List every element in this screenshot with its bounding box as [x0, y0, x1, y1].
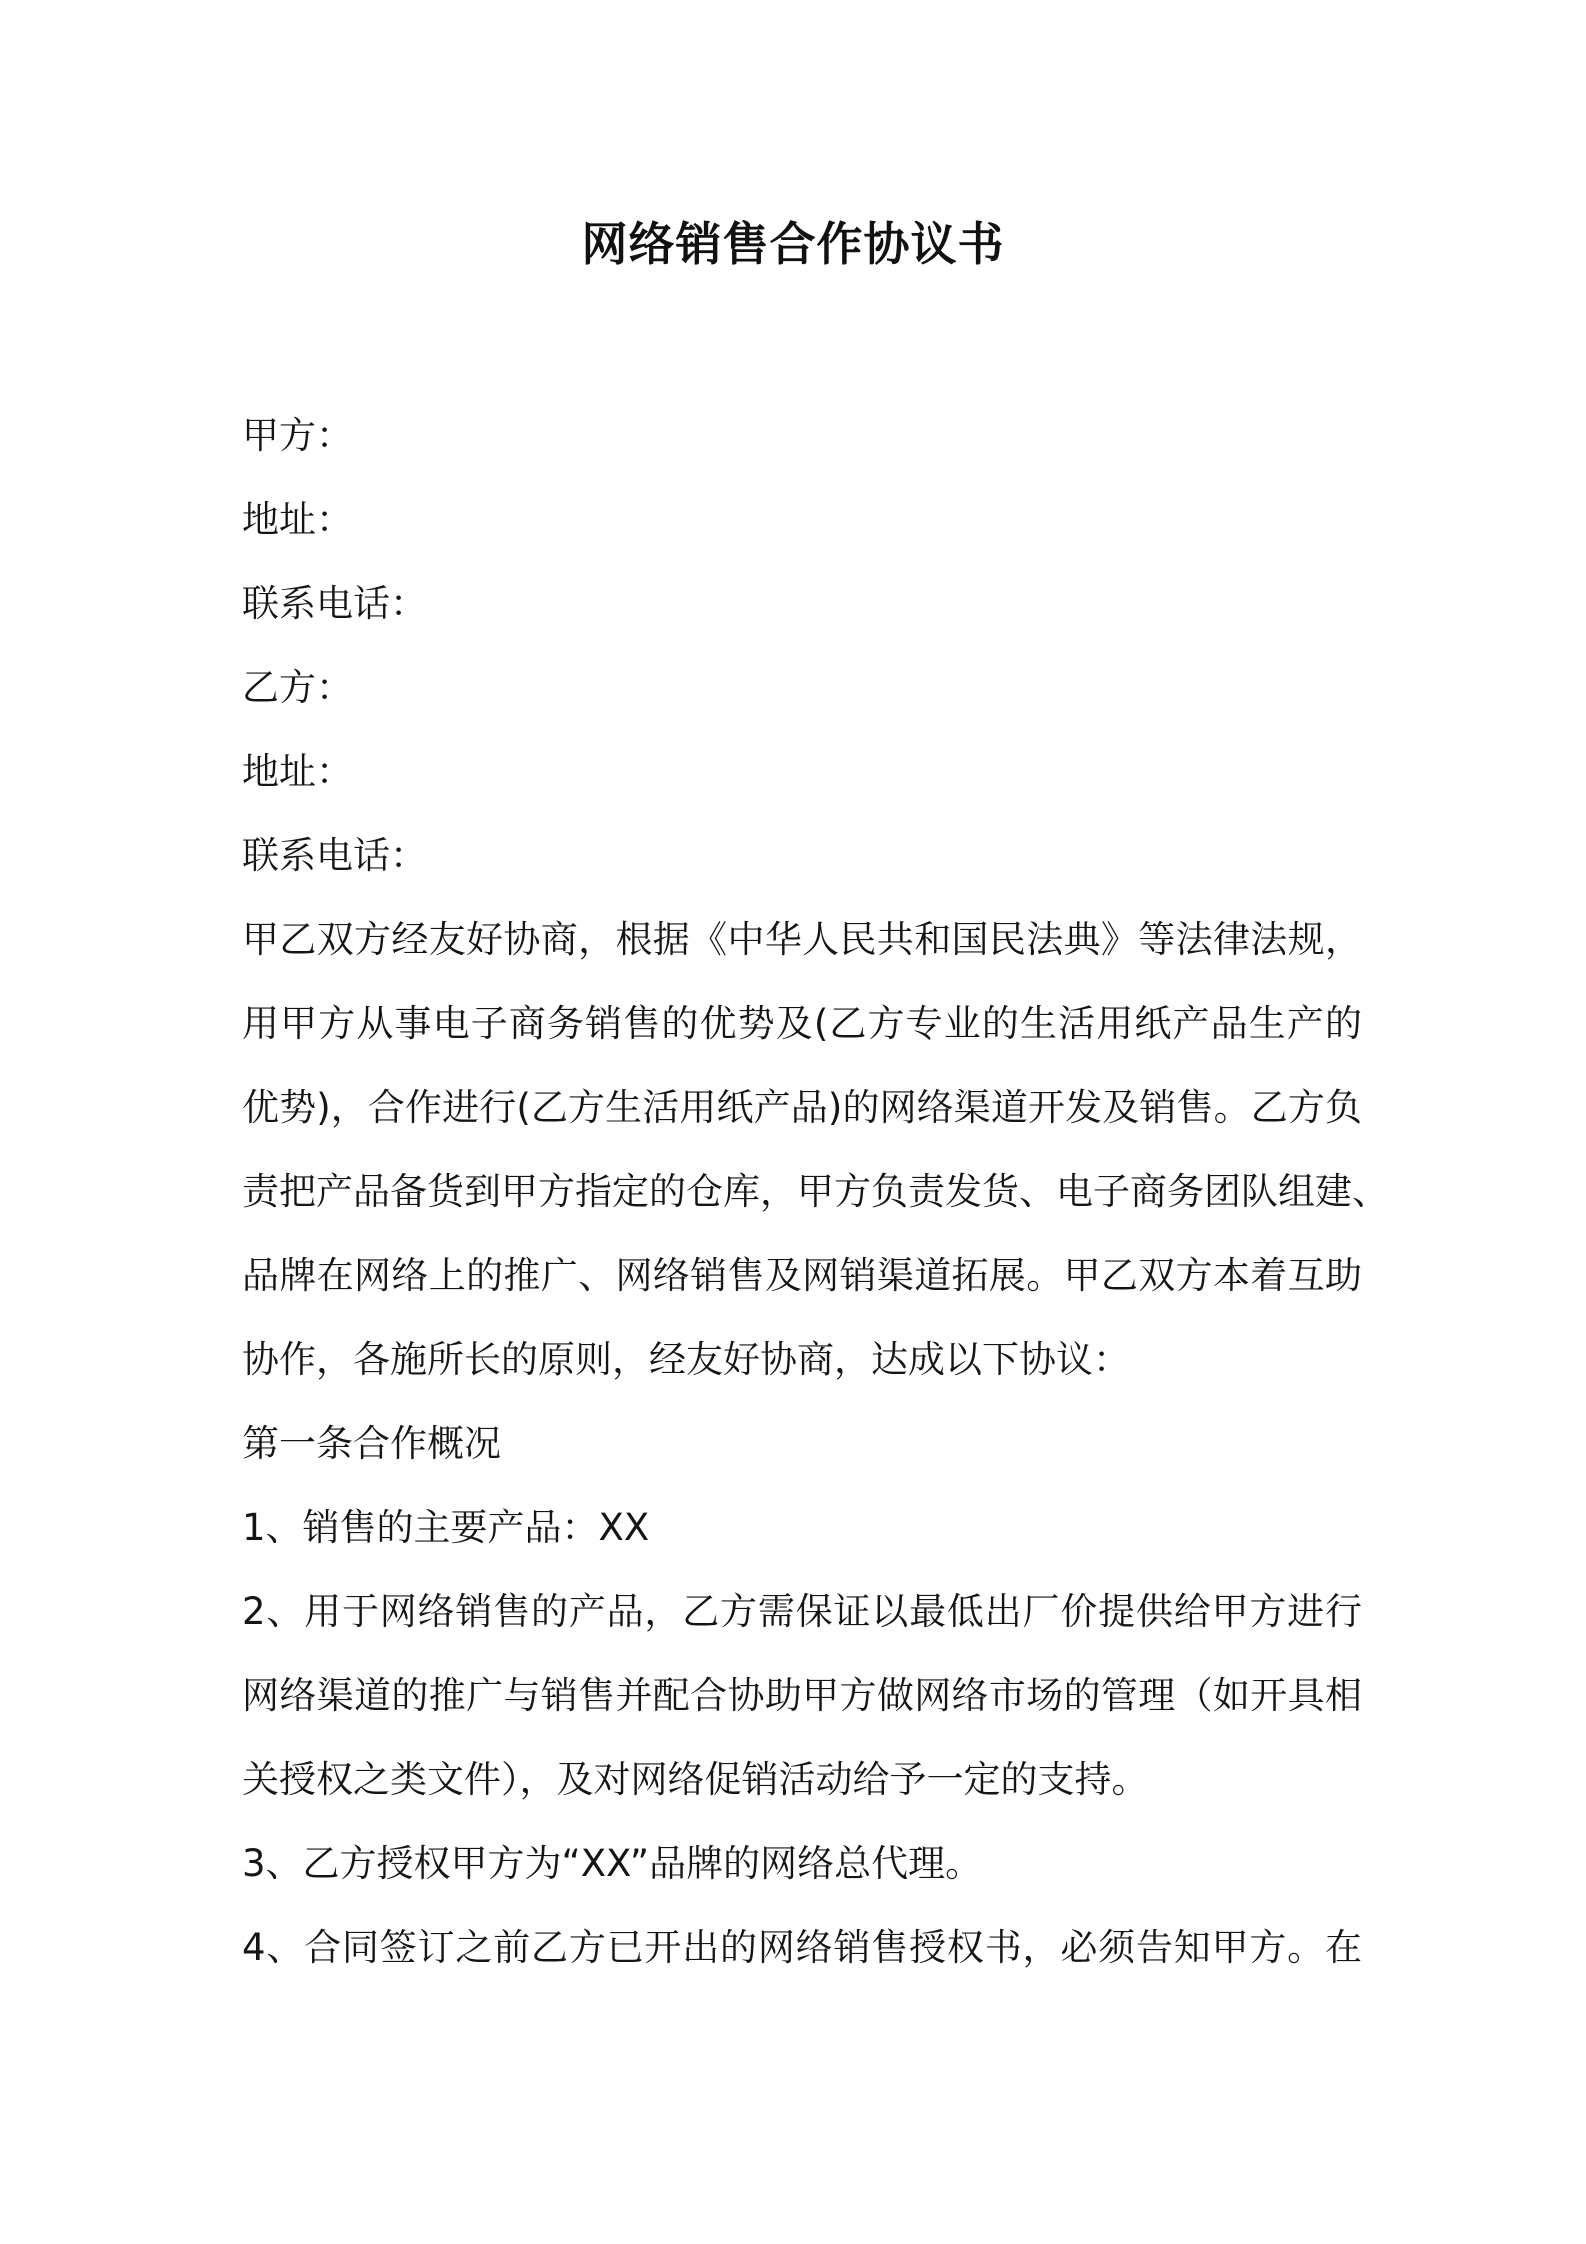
clause-2-line: 2、用于网络销售的产品，乙方需保证以最低出厂价提供给甲方进行 [242, 1590, 1362, 1633]
party-b-label: 乙方： [242, 666, 353, 709]
clause-2-line: 关授权之类文件），及对网络促销活动给予一定的支持。 [242, 1758, 1149, 1801]
preamble-line: 优势)，合作进行(乙方生活用纸产品)的网络渠道开发及销售。乙方负 [242, 1086, 1362, 1129]
article-heading: 第一条合作概况 [242, 1422, 501, 1465]
clause-3: 3、乙方授权甲方为“XX”品牌的网络总代理。 [242, 1842, 983, 1885]
party-a-label: 甲方： [242, 414, 353, 457]
document-body [242, 406, 1389, 2002]
clause-1: 1、销售的主要产品：XX [242, 1506, 650, 1549]
preamble-line: 用甲方从事电子商务销售的优势及(乙方专业的生活用纸产品生产的 [242, 1002, 1362, 1045]
document-title: 网络销售合作协议书 [581, 217, 1005, 271]
party-b-address-label: 地址： [242, 750, 353, 793]
preamble-line: 协作，各施所长的原则，经友好协商，达成以下协议： [242, 1338, 1130, 1381]
party-a-phone-label: 联系电话： [242, 582, 427, 625]
party-b-phone-label: 联系电话： [242, 834, 427, 877]
clause-4-line: 4、合同签订之前乙方已开出的网络销售授权书，必须告知甲方。在 [242, 1926, 1362, 1969]
clause-2-line: 网络渠道的推广与销售并配合协助甲方做网络市场的管理（如开具相 [242, 1674, 1362, 1717]
preamble-line: 品牌在网络上的推广、网络销售及网销渠道拓展。甲乙双方本着互助 [242, 1254, 1362, 1297]
preamble-line: 责把产品备货到甲方指定的仓库，甲方负责发货、电子商务团队组建、 [242, 1170, 1389, 1213]
party-a-address-label: 地址： [242, 498, 353, 541]
preamble-line: 甲乙双方经友好协商，根据《中华人民共和国民法典》等法律法规， [242, 918, 1362, 961]
